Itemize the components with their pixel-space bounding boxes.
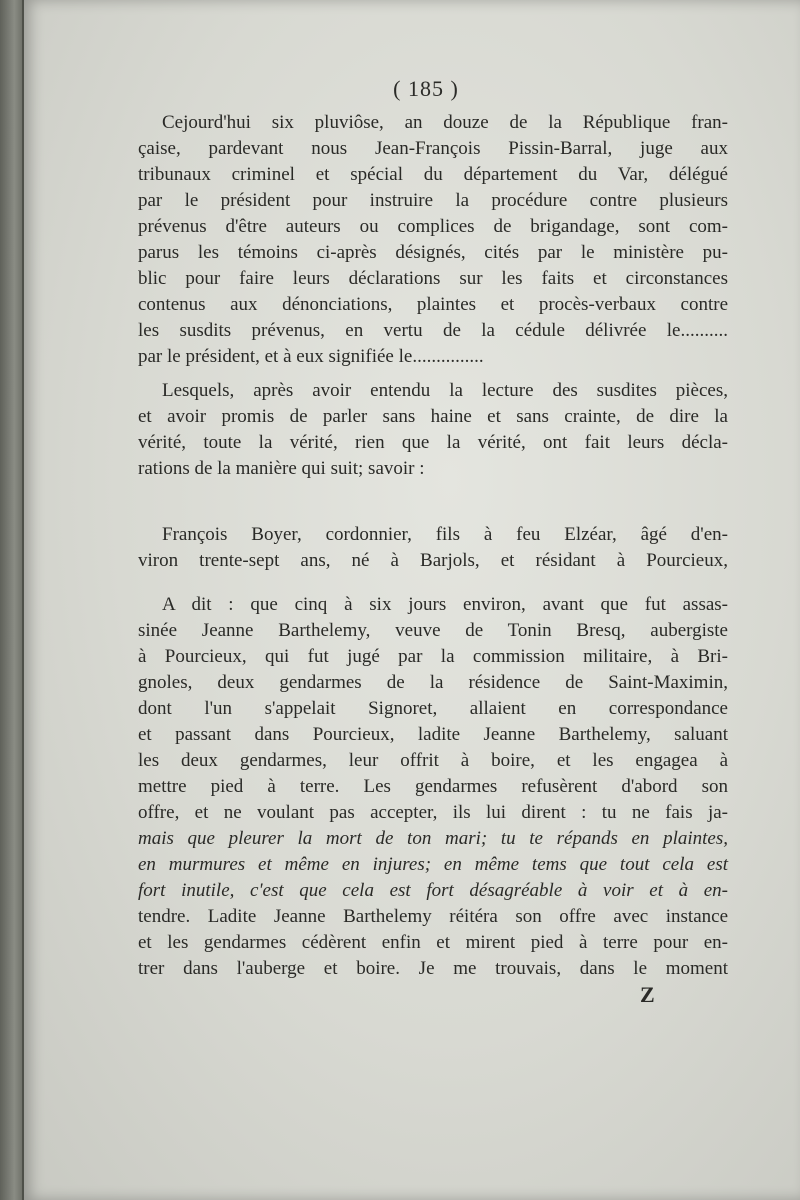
body-text (138, 110, 728, 982)
text-line: Cejourd'hui six pluviôse, an douze de la République fran- (162, 112, 728, 133)
text-line: vérité, toute la vérité, rien que la vérité, ont fait leurs décla- (138, 432, 728, 453)
text-line: par le président pour instruire la procédure contre plusieurs (138, 190, 728, 211)
paragraph-gap (138, 574, 728, 592)
paragraph-gap (138, 482, 728, 522)
text-line: les deux gendarmes, leur offrit à boire, et les engagea à (138, 750, 728, 771)
text-line: mettre pied à terre. Les gendarmes refusèrent d'abord son (138, 776, 728, 797)
text-line: parus les témoins ci-après désignés, cités par le ministère pu- (138, 242, 728, 263)
text-line: par le président, et à eux signifiée le............... (138, 346, 484, 367)
text-line: en murmures et même en injures; en même tems que tout cela est (138, 854, 728, 875)
book-gutter (22, 0, 24, 1200)
page-number: ( 185 ) (393, 76, 459, 101)
text-line: tribunaux criminel et spécial du département du Var, délégué (138, 164, 728, 185)
text-line: viron trente-sept ans, né à Barjols, et résidant à Pourcieux, (138, 550, 728, 571)
text-line: et les gendarmes cédèrent enfin et mirent pied à terre pour en- (138, 932, 728, 953)
text-line: gnoles, deux gendarmes de la résidence de Saint-Maximin, (138, 672, 728, 693)
text-line: à Pourcieux, qui fut jugé par la commission militaire, à Bri- (138, 646, 728, 667)
signature-mark: Z (640, 982, 655, 1007)
text-line: tendre. Ladite Jeanne Barthelemy réitéra son offre avec instance (138, 906, 728, 927)
text-line: contenus aux dénonciations, plaintes et procès-verbaux contre (138, 294, 728, 315)
facing-page-edge (0, 0, 24, 1200)
book-page (22, 0, 800, 1200)
text-line: offre, et ne voulant pas accepter, ils lui dirent : tu ne fais ja- (138, 802, 728, 823)
text-line: Lesquels, après avoir entendu la lecture des susdites pièces, (162, 380, 728, 401)
text-line: François Boyer, cordonnier, fils à feu Elzéar, âgé d'en- (162, 524, 728, 545)
text-line: trer dans l'auberge et boire. Je me trouvais, dans le moment (138, 958, 728, 979)
text-line: les susdits prévenus, en vertu de la cédule délivrée le.......... (138, 320, 728, 341)
text-line: blic pour faire leurs déclarations sur les faits et circonstances (138, 268, 728, 289)
text-line: prévenus d'être auteurs ou complices de brigandage, sont com- (138, 216, 728, 237)
text-line: dont l'un s'appelait Signoret, allaient en correspondance (138, 698, 728, 719)
text-line: rations de la manière qui suit; savoir : (138, 458, 425, 479)
text-line: et passant dans Pourcieux, ladite Jeanne Barthelemy, saluant (138, 724, 728, 745)
paragraph-gap (138, 370, 728, 378)
text-line: mais que pleurer la mort de ton mari; tu te répands en plaintes, (138, 828, 728, 849)
text-line: et avoir promis de parler sans haine et sans crainte, de dire la (138, 406, 728, 427)
text-line: A dit : que cinq à six jours environ, avant que fut assas- (162, 594, 728, 615)
text-line: fort inutile, c'est que cela est fort désagréable à voir et à en- (138, 880, 728, 901)
text-line: sinée Jeanne Barthelemy, veuve de Tonin Bresq, aubergiste (138, 620, 728, 641)
text-line: çaise, pardevant nous Jean-François Pissin-Barral, juge aux (138, 138, 728, 159)
